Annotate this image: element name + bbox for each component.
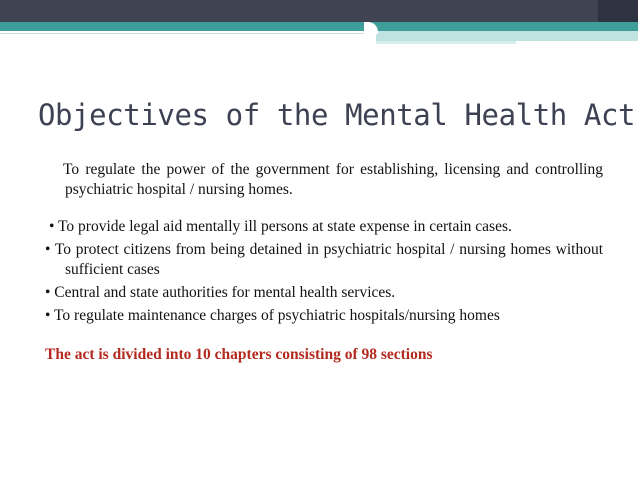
bullet-legal-aid: • To provide legal aid mentally ill persons at state expense in certain cases.: [49, 218, 512, 235]
bullet-authorities: • Central and state authorities for mental health services.: [45, 284, 396, 301]
slide-title: Objectives of the Mental Health Act: [38, 98, 636, 132]
bullet-maintenance-charges: • To regulate maintenance charges of psychiatric hospitals/nursing homes: [45, 307, 500, 324]
header-band-dark: [0, 0, 638, 22]
spacer: [45, 329, 603, 345]
header-band-teal: [0, 22, 638, 31]
header-band-teal-thin: [376, 41, 516, 44]
slide-body: [45, 160, 603, 365]
header-band-teal-light: [376, 31, 638, 41]
header-line: [0, 33, 376, 34]
intro-paragraph: To regulate the power of the government for establishing, licensing and controlling psychiatric hospital / nursing homes.: [63, 161, 603, 198]
chapters-note: The act is divided into 10 chapters consisting of 98 sections: [45, 346, 433, 363]
header-band-tab: [598, 0, 638, 22]
bullet-protect-citizens: • To protect citizens from being detained in psychiatric hospital / nursing homes without sufficient cases: [45, 241, 603, 278]
spacer: [45, 200, 603, 217]
